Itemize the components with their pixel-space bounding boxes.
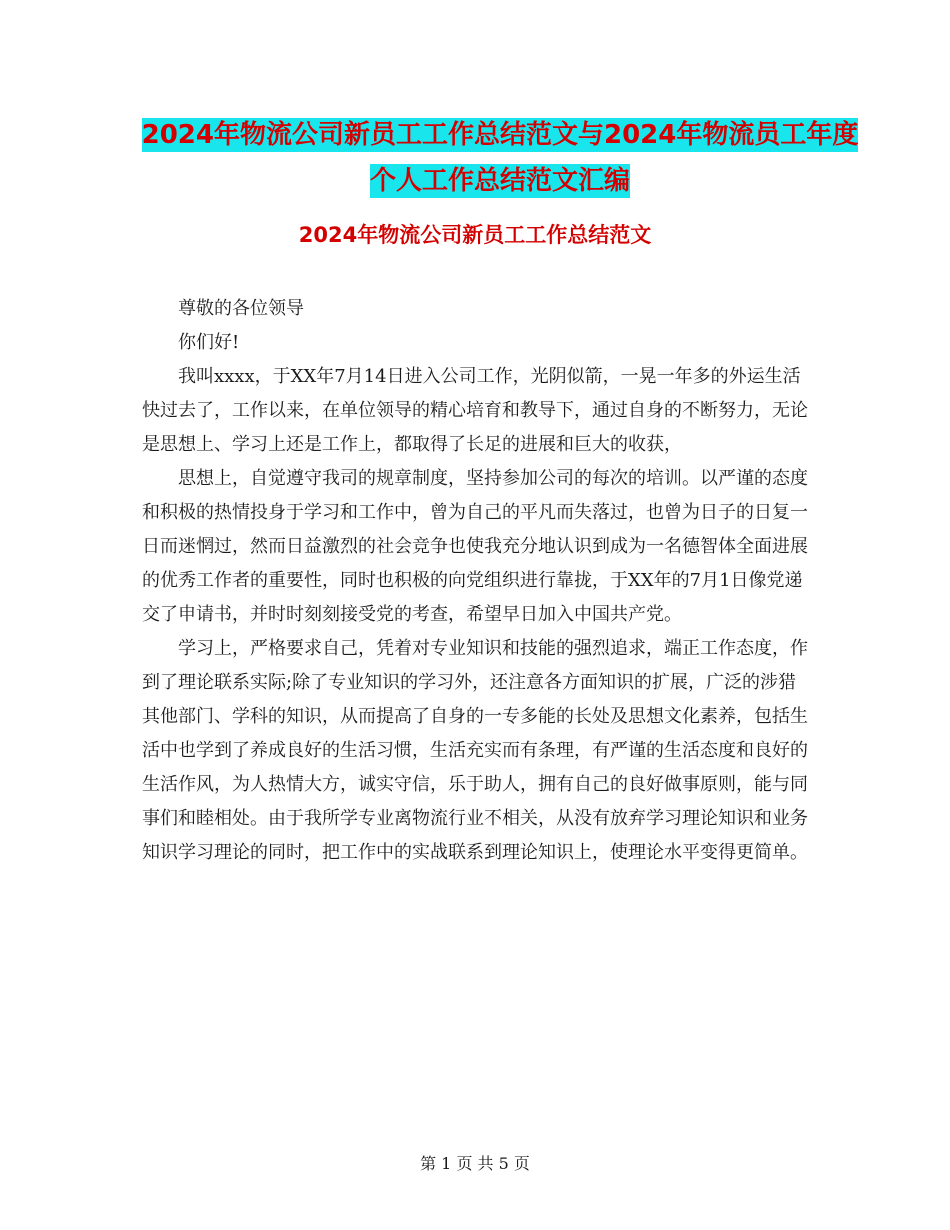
salutation: 尊敬的各位领导 <box>178 298 304 319</box>
paragraph-study: 学习上，严格要求自己，凭着对专业知识和技能的强烈追求，端正工作态度，作到了理论联系实际;除了专业知识的学习外，还注意各方面知识的扩展，广泛的涉猎其他部门、学科的知识，从而提高了自身的一专多能的长处及思想文化素养，包括生活中也学到了养成良好的生活习惯，生活充实而有条理，有严谨的生活态度和良好的生活作风，为人热情大方，诚实守信，乐于助人，拥有自己的良好做事原则，能与同事们和睦相处。由于我所学专业离物流行业不相关，从没有放弃学习理论知识和业务知识学习理论的同时，把工作中的实战联系到理论知识上，使理论水平变得更简单。 <box>142 638 808 863</box>
section-title: 2024年物流公司新员工工作总结范文 <box>298 223 652 247</box>
greeting: 你们好! <box>178 332 240 353</box>
page-number: 第 1 页 共 5 页 <box>420 1154 530 1173</box>
document-title-text: 2024年物流公司新员工工作总结范文与2024年物流员工年度个人工作总结范文汇编 <box>141 120 859 196</box>
paragraph-thought: 思想上，自觉遵守我司的规章制度，坚持参加公司的每次的培训。以严谨的态度和积极的热情投身于学习和工作中，曾为自己的平凡而失落过，也曾为日子的日复一日而迷惘过，然而日益激烈的社会竞争也使我充分地认识到成为一名德智体全面进展的优秀工作者的重要性，同时也积极的向党组织进行靠拢，于XX年的7月1日像党递交了申请书，并时时刻刻接受党的考查，希望早日加入中国共产党。 <box>142 468 808 625</box>
document-body <box>142 292 810 870</box>
paragraph-intro: 我叫xxxx，于XX年7月14日进入公司工作，光阴似箭，一晃一年多的外运生活快过去了，工作以来，在单位领导的精心培育和教导下，通过自身的不断努力，无论是思想上、学习上还是工作上，都取得了长足的进展和巨大的收获， <box>142 366 808 455</box>
document-title <box>140 112 860 204</box>
